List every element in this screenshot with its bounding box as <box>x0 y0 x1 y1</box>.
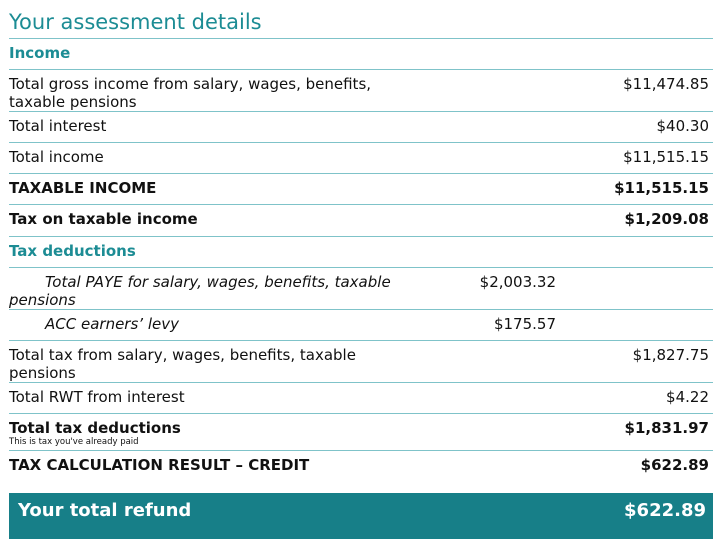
table-row <box>9 69 713 111</box>
paye-amount: $2,003.32 <box>479 273 556 291</box>
rwt-label: Total RWT from interest <box>9 388 185 406</box>
acc-levy-amount: $175.57 <box>493 315 556 333</box>
total-deductions-label <box>9 419 409 447</box>
table-row <box>9 142 713 173</box>
page-title: Your assessment details <box>9 10 262 34</box>
deductions-heading: Tax deductions <box>9 242 136 260</box>
table-row <box>9 267 713 309</box>
table-row <box>9 382 713 413</box>
table-row <box>9 173 713 204</box>
gross-income-amount: $11,474.85 <box>623 75 709 93</box>
interest-label: Total interest <box>9 117 107 135</box>
total-refund-label: Your total refund <box>18 500 192 521</box>
tax-result-amount: $622.89 <box>640 456 709 474</box>
total-refund-amount: $622.89 <box>624 500 706 521</box>
table-row <box>9 309 713 340</box>
total-income-amount: $11,515.15 <box>623 148 709 166</box>
interest-amount: $40.30 <box>656 117 709 135</box>
deductions-section-header <box>9 236 713 267</box>
paye-label <box>9 273 409 309</box>
total-deductions-note: This is tax you've already paid <box>9 437 139 447</box>
total-income-label: Total income <box>9 148 104 166</box>
table-row <box>9 340 713 382</box>
income-section-header <box>9 38 713 69</box>
acc-levy-label-text: ACC earners’ levy <box>45 315 179 333</box>
tax-result-label: TAX CALCULATION RESULT – CREDIT <box>9 456 310 474</box>
table-row <box>9 413 713 450</box>
total-tax-salary-amount: $1,827.75 <box>632 346 709 364</box>
taxable-income-amount: $11,515.15 <box>614 179 709 197</box>
rwt-amount: $4.22 <box>666 388 709 406</box>
total-deductions-amount: $1,831.97 <box>624 419 709 437</box>
total-refund-bar <box>9 493 713 539</box>
paye-label-text: Total PAYE for salary, wages, benefits, taxable pensions <box>9 273 391 309</box>
tax-on-taxable-income-label: Tax on taxable income <box>9 210 198 228</box>
tax-on-taxable-income-amount: $1,209.08 <box>624 210 709 228</box>
taxable-income-label: TAXABLE INCOME <box>9 179 157 197</box>
total-deductions-label-text: Total tax deductions <box>9 419 181 437</box>
acc-levy-label <box>9 315 409 333</box>
table-row <box>9 450 713 480</box>
table-row <box>9 204 713 236</box>
gross-income-label: Total gross income from salary, wages, benefits, taxable pensions <box>9 75 372 111</box>
income-heading: Income <box>9 44 71 62</box>
total-tax-salary-label: Total tax from salary, wages, benefits, taxable pensions <box>9 346 356 382</box>
table-row <box>9 111 713 142</box>
